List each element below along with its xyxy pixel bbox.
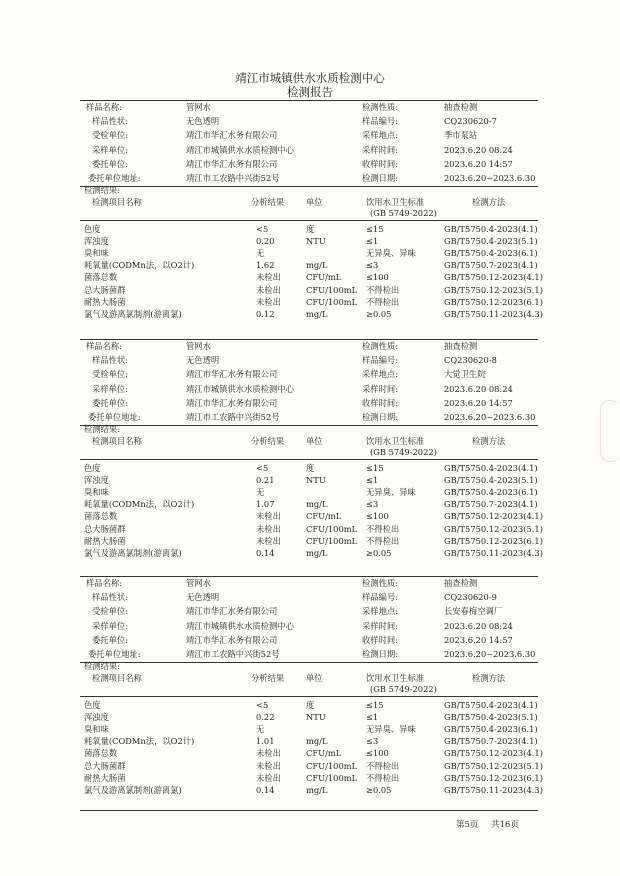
client-address-right-value: 2023.6.20~2023.6.30: [444, 412, 536, 422]
row-free-chlorine-method: GB/T5750.11-2023(4.3): [444, 308, 543, 319]
sampling-unit-right-value: 2023.6.20 08:24: [444, 383, 513, 394]
sample-state-label: 样品性状:: [92, 355, 128, 366]
row-total-coliform-method: GB/T5750.12-2023(5.1): [444, 284, 543, 295]
row-color-standard: ≤15: [366, 700, 384, 710]
sample-state-right-value: CQ230620-7: [444, 116, 497, 127]
row-turbidity-item: 浑浊度: [84, 236, 109, 247]
row-turbidity-method: GB/T5750.4-2023(5.1): [444, 475, 538, 486]
row-oxygen-consumption-item: 耗氧量(CODMn法，以O2计): [84, 260, 195, 271]
client-unit-right-label: 收样时间:: [362, 397, 398, 408]
row-odor-taste-item: 臭和味: [84, 724, 109, 735]
inspected-unit-right-label: 采样地点:: [362, 606, 398, 617]
row-thermotolerant-coliform-result: 未检出: [256, 296, 281, 307]
row-odor-taste-standard: 无异臭、异味: [366, 248, 416, 259]
row-free-chlorine-result: 0.12: [256, 308, 275, 319]
col-header-item: 检测项目名称: [92, 197, 142, 207]
sample-state-right-value: CQ230620-8: [444, 355, 497, 366]
row-color-item: 色度: [84, 463, 101, 473]
separator-line: [80, 810, 538, 811]
row-thermotolerant-coliform-standard: 不得检出: [366, 535, 400, 546]
col-header-standard-code: (GB 5749-2022): [370, 684, 437, 694]
row-color-method: GB/T5750.4-2023(4.1): [444, 224, 538, 234]
separator-line: [80, 339, 538, 340]
sample-state-value: 无色透明: [186, 592, 220, 603]
separator-line: [80, 220, 538, 221]
sampling-unit-value: 靖江市城镇供水水质检测中心: [186, 620, 294, 631]
sampling-unit-right-value: 2023.6.20 08:24: [444, 620, 513, 631]
row-oxygen-consumption-standard: ≤3: [366, 260, 379, 271]
client-unit-right-value: 2023.6.20 14:57: [444, 634, 513, 645]
inspected-unit-right-value: 季市泵站: [444, 130, 478, 141]
row-thermotolerant-coliform-result: 未检出: [256, 535, 281, 546]
row-free-chlorine-item: 氯气及游离氯制剂(游离氯): [84, 784, 182, 795]
sample-name-right-value: 抽查检测: [444, 578, 478, 588]
col-header-unit: 单位: [306, 673, 323, 683]
sampling-unit-label: 采样单位:: [92, 144, 128, 155]
sampling-unit-value: 靖江市城镇供水水质检测中心: [186, 383, 294, 394]
row-total-coliform-result: 未检出: [256, 760, 281, 771]
inspected-unit-right-label: 采样地点:: [362, 369, 398, 380]
row-odor-taste-method: GB/T5750.4-2023(6.1): [444, 248, 538, 259]
sample-state-label: 样品性状:: [92, 592, 128, 603]
row-turbidity-item: 浑浊度: [84, 475, 109, 486]
row-thermotolerant-coliform-method: GB/T5750.12-2023(6.1): [444, 296, 543, 307]
sampling-unit-right-label: 采样时间:: [362, 383, 398, 394]
sample-state-value: 无色透明: [186, 355, 220, 366]
row-odor-taste-standard: 无异臭、异味: [366, 487, 416, 498]
sampling-unit-label: 采样单位:: [92, 383, 128, 394]
client-unit-value: 靖江市华汇水务有限公司: [186, 634, 278, 645]
row-colony-count-standard: ≤100: [366, 748, 389, 759]
client-unit-label: 委托单位:: [92, 397, 128, 408]
sample-name-value: 管网水: [186, 578, 211, 588]
inspected-unit-label: 受检单位:: [92, 130, 128, 141]
col-header-result: 分析结果: [251, 436, 285, 446]
row-colony-count-method: GB/T5750.12-2023(4.1): [444, 272, 543, 283]
page-current: 第5页: [456, 820, 479, 830]
col-header-method: 检测方法: [472, 673, 506, 683]
client-unit-value: 靖江市华汇水务有限公司: [186, 397, 278, 408]
row-free-chlorine-method: GB/T5750.11-2023(4.3): [444, 547, 543, 558]
col-header-result: 分析结果: [251, 673, 285, 683]
row-turbidity-method: GB/T5750.4-2023(5.1): [444, 236, 538, 247]
row-oxygen-consumption-method: GB/T5750.7-2023(4.1): [444, 499, 538, 510]
client-address-label: 委托单位地址:: [88, 412, 141, 422]
row-color-item: 色度: [84, 700, 101, 710]
sample-state-label: 样品性状:: [92, 116, 128, 127]
client-address-right-label: 检测日期:: [362, 412, 398, 422]
results-label: 检测结果:: [84, 661, 120, 671]
row-turbidity-unit: NTU: [306, 712, 326, 723]
sample-name-label: 样品名称:: [86, 341, 122, 351]
separator-line: [80, 576, 538, 577]
row-thermotolerant-coliform-standard: 不得检出: [366, 296, 400, 307]
sample-name-label: 样品名称:: [86, 578, 122, 588]
client-unit-right-value: 2023.6.20 14:57: [444, 158, 513, 169]
row-thermotolerant-coliform-unit: CFU/100mL: [306, 772, 358, 783]
separator-line: [80, 100, 538, 101]
col-header-standard-code: (GB 5749-2022): [370, 447, 437, 457]
row-color-unit: 度: [306, 463, 315, 473]
inspected-unit-label: 受检单位:: [92, 606, 128, 617]
row-oxygen-consumption-result: 1.01: [256, 736, 275, 747]
page-number: [456, 818, 519, 830]
row-total-coliform-unit: CFU/100mL: [306, 523, 358, 534]
row-color-standard: ≤15: [366, 224, 384, 234]
row-free-chlorine-result: 0.14: [256, 784, 275, 795]
sample-name-right-label: 检测性质:: [362, 102, 398, 112]
results-label: 检测结果:: [84, 424, 120, 434]
row-oxygen-consumption-result: 1.07: [256, 499, 275, 510]
row-odor-taste-method: GB/T5750.4-2023(6.1): [444, 487, 538, 498]
col-header-unit: 单位: [306, 197, 323, 207]
row-color-standard: ≤15: [366, 463, 384, 473]
row-odor-taste-result: 无: [256, 724, 265, 735]
row-odor-taste-item: 臭和味: [84, 487, 109, 498]
seal-stamp-edge: [600, 400, 620, 462]
row-odor-taste-item: 臭和味: [84, 248, 109, 259]
row-thermotolerant-coliform-method: GB/T5750.12-2023(6.1): [444, 772, 543, 783]
row-turbidity-item: 浑浊度: [84, 712, 109, 723]
row-color-result: <5: [256, 463, 269, 473]
inspected-unit-value: 靖江市华汇水务有限公司: [186, 606, 278, 617]
sample-name-right-value: 抽查检测: [444, 102, 478, 112]
client-address-label: 委托单位地址:: [88, 173, 141, 183]
row-color-method: GB/T5750.4-2023(4.1): [444, 463, 538, 473]
row-total-coliform-method: GB/T5750.12-2023(5.1): [444, 760, 543, 771]
row-total-coliform-result: 未检出: [256, 523, 281, 534]
row-color-item: 色度: [84, 224, 101, 234]
separator-line: [80, 425, 538, 426]
inspected-unit-value: 靖江市华汇水务有限公司: [186, 369, 278, 380]
col-header-item: 检测项目名称: [92, 436, 142, 446]
row-odor-taste-method: GB/T5750.4-2023(6.1): [444, 724, 538, 735]
sampling-unit-label: 采样单位:: [92, 620, 128, 631]
row-turbidity-standard: ≤1: [366, 236, 379, 247]
inspected-unit-right-label: 采样地点:: [362, 130, 398, 141]
row-free-chlorine-method: GB/T5750.11-2023(4.3): [444, 784, 543, 795]
client-address-right-label: 检测日期:: [362, 173, 398, 183]
row-oxygen-consumption-standard: ≤3: [366, 736, 379, 747]
row-thermotolerant-coliform-item: 耐热大肠菌: [84, 772, 126, 783]
row-oxygen-consumption-unit: mg/L: [306, 736, 328, 747]
row-turbidity-result: 0.20: [256, 236, 275, 247]
sample-name-right-value: 抽查检测: [444, 341, 478, 351]
col-header-standard-code: (GB 5749-2022): [370, 208, 437, 218]
row-total-coliform-unit: CFU/100mL: [306, 760, 358, 771]
row-total-coliform-result: 未检出: [256, 284, 281, 295]
client-unit-right-label: 收样时间:: [362, 634, 398, 645]
sampling-unit-value: 靖江市城镇供水水质检测中心: [186, 144, 294, 155]
row-total-coliform-item: 总大肠菌群: [84, 284, 126, 295]
sample-name-right-label: 检测性质:: [362, 341, 398, 351]
separator-line: [80, 662, 538, 663]
row-colony-count-standard: ≤100: [366, 511, 389, 522]
sampling-unit-right-value: 2023.6.20 08:24: [444, 144, 513, 155]
row-oxygen-consumption-standard: ≤3: [366, 499, 379, 510]
separator-line: [80, 696, 538, 697]
client-unit-right-label: 收样时间:: [362, 158, 398, 169]
row-oxygen-consumption-result: 1.62: [256, 260, 275, 271]
client-address-value: 靖江市工农路中兴街52号: [186, 173, 280, 183]
sample-name-value: 管网水: [186, 102, 211, 112]
row-total-coliform-unit: CFU/100mL: [306, 284, 358, 295]
sampling-unit-right-label: 采样时间:: [362, 144, 398, 155]
row-free-chlorine-unit: mg/L: [306, 784, 328, 795]
row-thermotolerant-coliform-standard: 不得检出: [366, 772, 400, 783]
row-colony-count-item: 菌落总数: [84, 748, 118, 759]
row-oxygen-consumption-unit: mg/L: [306, 499, 328, 510]
sample-state-value: 无色透明: [186, 116, 220, 127]
sample-name-right-label: 检测性质:: [362, 578, 398, 588]
row-total-coliform-method: GB/T5750.12-2023(5.1): [444, 523, 543, 534]
row-thermotolerant-coliform-result: 未检出: [256, 772, 281, 783]
client-unit-value: 靖江市华汇水务有限公司: [186, 158, 278, 169]
row-colony-count-result: 未检出: [256, 511, 281, 522]
client-unit-right-value: 2023.6.20 14:57: [444, 397, 513, 408]
row-total-coliform-standard: 不得检出: [366, 760, 400, 771]
client-unit-label: 委托单位:: [92, 634, 128, 645]
row-colony-count-unit: CFU/mL: [306, 748, 342, 759]
row-oxygen-consumption-item: 耗氧量(CODMn法，以O2计): [84, 736, 195, 747]
inspected-unit-right-value: 长安春梅空调厂: [444, 606, 503, 617]
row-turbidity-result: 0.21: [256, 475, 275, 486]
row-thermotolerant-coliform-item: 耐热大肠菌: [84, 535, 126, 546]
row-turbidity-standard: ≤1: [366, 712, 379, 723]
row-odor-taste-standard: 无异臭、异味: [366, 724, 416, 735]
separator-line: [80, 186, 538, 187]
row-free-chlorine-standard: ≥0.05: [366, 547, 392, 558]
col-header-standard: 饮用水卫生标准: [366, 197, 425, 207]
page-total: 共16页: [491, 820, 519, 830]
row-color-unit: 度: [306, 224, 315, 234]
row-oxygen-consumption-method: GB/T5750.7-2023(4.1): [444, 736, 538, 747]
row-total-coliform-standard: 不得检出: [366, 284, 400, 295]
row-free-chlorine-unit: mg/L: [306, 547, 328, 558]
row-total-coliform-standard: 不得检出: [366, 523, 400, 534]
sample-state-right-label: 样品编号:: [362, 592, 398, 603]
row-free-chlorine-result: 0.14: [256, 547, 275, 558]
row-odor-taste-result: 无: [256, 248, 265, 259]
row-colony-count-unit: CFU/mL: [306, 511, 342, 522]
results-label: 检测结果:: [84, 185, 120, 195]
sample-state-right-value: CQ230620-9: [444, 592, 497, 603]
col-header-method: 检测方法: [472, 436, 506, 446]
client-address-right-value: 2023.6.20~2023.6.30: [444, 649, 536, 659]
inspected-unit-right-value: 大觉卫生院: [444, 369, 486, 380]
sample-state-right-label: 样品编号:: [362, 116, 398, 127]
row-free-chlorine-item: 氯气及游离氯制剂(游离氯): [84, 308, 182, 319]
row-colony-count-standard: ≤100: [366, 272, 389, 283]
row-turbidity-standard: ≤1: [366, 475, 379, 486]
row-turbidity-result: 0.22: [256, 712, 275, 723]
inspected-unit-value: 靖江市华汇水务有限公司: [186, 130, 278, 141]
row-colony-count-result: 未检出: [256, 272, 281, 283]
client-address-value: 靖江市工农路中兴街52号: [186, 649, 280, 659]
row-color-result: <5: [256, 224, 269, 234]
row-colony-count-method: GB/T5750.12-2023(4.1): [444, 511, 543, 522]
sample-state-right-label: 样品编号:: [362, 355, 398, 366]
row-thermotolerant-coliform-item: 耐热大肠菌: [84, 296, 126, 307]
row-turbidity-method: GB/T5750.4-2023(5.1): [444, 712, 538, 723]
inspected-unit-label: 受检单位:: [92, 369, 128, 380]
row-turbidity-unit: NTU: [306, 236, 326, 247]
row-total-coliform-item: 总大肠菌群: [84, 523, 126, 534]
col-header-standard: 饮用水卫生标准: [366, 436, 425, 446]
row-thermotolerant-coliform-unit: CFU/100mL: [306, 535, 358, 546]
report-subtitle: 检测报告: [287, 85, 333, 99]
col-header-method: 检测方法: [472, 197, 506, 207]
client-address-value: 靖江市工农路中兴街52号: [186, 412, 280, 422]
col-header-standard: 饮用水卫生标准: [366, 673, 425, 683]
row-colony-count-item: 菌落总数: [84, 511, 118, 522]
row-color-unit: 度: [306, 700, 315, 710]
row-oxygen-consumption-unit: mg/L: [306, 260, 328, 271]
row-turbidity-unit: NTU: [306, 475, 326, 486]
col-header-item: 检测项目名称: [92, 673, 142, 683]
row-color-result: <5: [256, 700, 269, 710]
row-colony-count-result: 未检出: [256, 748, 281, 759]
row-free-chlorine-item: 氯气及游离氯制剂(游离氯): [84, 547, 182, 558]
row-colony-count-item: 菌落总数: [84, 272, 118, 283]
client-unit-label: 委托单位:: [92, 158, 128, 169]
col-header-unit: 单位: [306, 436, 323, 446]
separator-line: [80, 459, 538, 460]
client-address-right-value: 2023.6.20~2023.6.30: [444, 173, 536, 183]
row-thermotolerant-coliform-method: GB/T5750.12-2023(6.1): [444, 535, 543, 546]
sample-name-label: 样品名称:: [86, 102, 122, 112]
row-free-chlorine-standard: ≥0.05: [366, 308, 392, 319]
sampling-unit-right-label: 采样时间:: [362, 620, 398, 631]
col-header-result: 分析结果: [251, 197, 285, 207]
row-color-method: GB/T5750.4-2023(4.1): [444, 700, 538, 710]
sample-name-value: 管网水: [186, 341, 211, 351]
client-address-label: 委托单位地址:: [88, 649, 141, 659]
row-colony-count-method: GB/T5750.12-2023(4.1): [444, 748, 543, 759]
report-title: 靖江市城镇供水水质检测中心: [235, 71, 385, 85]
row-total-coliform-item: 总大肠菌群: [84, 760, 126, 771]
row-thermotolerant-coliform-unit: CFU/100mL: [306, 296, 358, 307]
row-free-chlorine-standard: ≥0.05: [366, 784, 392, 795]
row-free-chlorine-unit: mg/L: [306, 308, 328, 319]
row-odor-taste-result: 无: [256, 487, 265, 498]
client-address-right-label: 检测日期:: [362, 649, 398, 659]
row-oxygen-consumption-item: 耗氧量(CODMn法，以O2计): [84, 499, 195, 510]
row-oxygen-consumption-method: GB/T5750.7-2023(4.1): [444, 260, 538, 271]
row-colony-count-unit: CFU/mL: [306, 272, 342, 283]
